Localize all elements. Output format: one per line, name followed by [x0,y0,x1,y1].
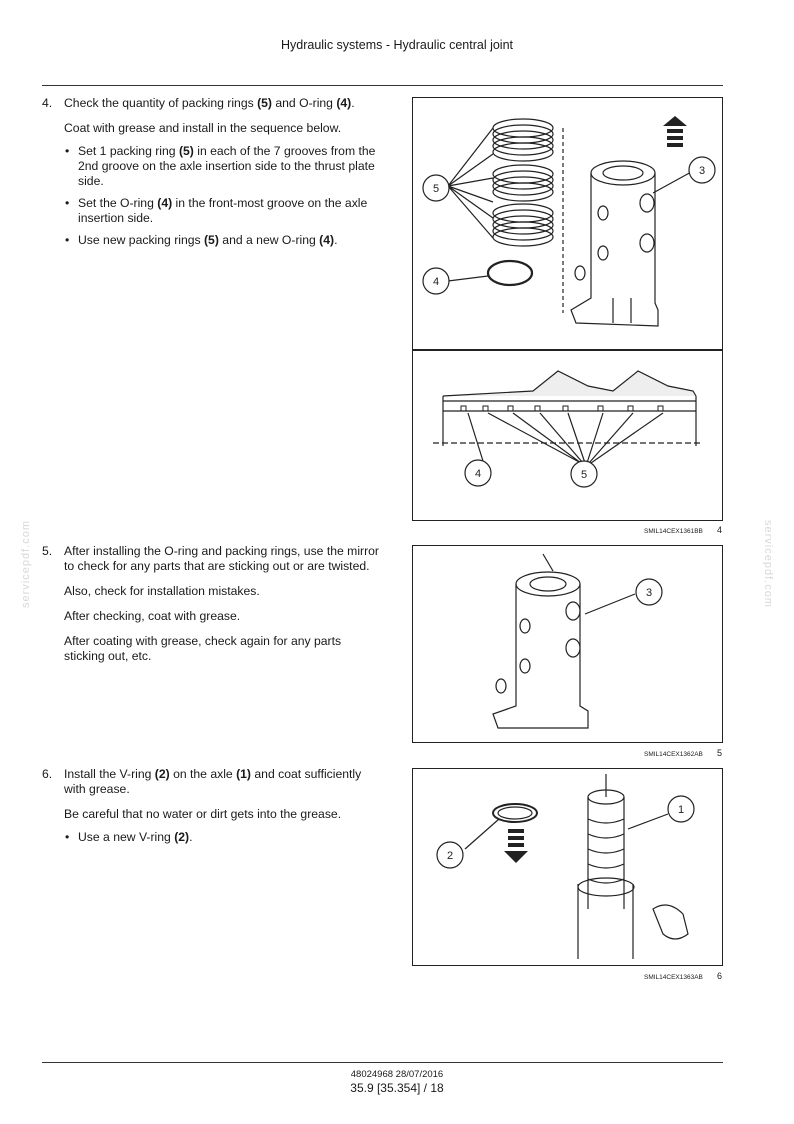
bullet-item [64,233,384,248]
text-run: and O-ring [271,96,337,110]
text-run: Set the O-ring [78,196,158,210]
callout-5: 5 [432,183,440,195]
figure-4-number: 4 [717,525,723,535]
figure-4-caption: SMIL14CEX1361BB [644,528,703,535]
text-run: Be careful that no water or dirt gets into the grease. [64,807,342,821]
page-number: 35.9 [35.354] / 18 [350,1081,444,1095]
step-5 [42,544,384,664]
step-number: 4. [42,96,53,110]
text-run: and coat sufficiently with grease. [64,767,362,796]
step-paragraph [64,609,384,624]
figure-4-exploded-view [412,97,723,350]
o-ring-illustration [488,261,532,285]
bullet-list [64,144,384,248]
step-paragraph [64,584,384,599]
text-run: . [351,96,355,110]
text-run: . [334,233,338,247]
figure-5-caption: SMIL14CEX1362AB [644,751,703,758]
central-joint-exploded-drawing [413,98,722,349]
step-paragraph [64,634,384,664]
step-number: 6. [42,767,53,781]
callout-4: 4 [432,276,440,288]
joint-body-illustration [563,128,658,326]
text-run: After installing the O-ring and packing rings, use the mirror to check for any parts that are sticking out or are twisted. [64,544,379,573]
up-direction-arrow-icon [663,116,687,147]
step-instruction [42,96,384,111]
callout-3: 3 [698,165,706,177]
text-run: After checking, coat with grease. [64,609,241,623]
callout-1: 1 [677,804,685,816]
text-run: Use new packing rings [78,233,204,247]
figure-4-section-view [412,350,723,521]
document-code-date: 48024968 28/07/2016 [350,1069,444,1080]
step-4 [42,96,384,255]
step-text [64,544,384,574]
footer-rule [42,1062,723,1063]
text-run: in each of the 7 grooves from the 2nd groove on the axle insertion side to the thrust plate side. [78,144,376,188]
reference-number: (5) [257,96,272,110]
text-run: and a new O-ring [218,233,320,247]
text-run: Also, check for installation mistakes. [64,584,260,598]
down-direction-arrow-icon [504,829,528,863]
callout-2: 2 [446,850,454,862]
central-joint-body-drawing [413,546,722,742]
watermark-right: servicepdf.com [762,520,774,608]
bullet-item [64,144,384,189]
reference-number: (4) [319,233,335,247]
callout-3-fig5: 3 [645,587,653,599]
step-6 [42,767,384,852]
header-rule [42,85,723,86]
reference-number: (2) [174,830,190,844]
figure-6-number: 6 [717,971,723,981]
packing-rings-illustration [493,119,553,246]
step-paragraph [64,807,384,822]
page-header-title: Hydraulic systems - Hydraulic central joint [280,38,513,52]
text-run: Install the V-ring [64,767,155,781]
text-run: Set 1 packing ring [78,144,179,158]
reference-number: (4) [157,196,173,210]
bullet-item [64,196,384,226]
text-run: . [189,830,193,844]
figure-6-v-ring-install-view [412,768,723,966]
reference-number: (5) [178,144,194,158]
step-number: 5. [42,544,53,558]
figure-6-caption: SMIL14CEX1363AB [644,974,703,981]
figure-5-number: 5 [717,748,723,758]
text-run: on the axle [169,767,237,781]
text-run: Use a new V-ring [78,830,175,844]
reference-number: (4) [336,96,352,110]
text-run: in the front-most groove on the axle insertion side. [78,196,368,225]
callout-5-section: 5 [580,469,588,481]
axle-v-ring-drawing [413,769,722,965]
bullet-list [64,830,384,845]
watermark-left: servicepdf.com [20,520,32,608]
step-instruction [42,544,384,574]
axle-illustration [588,774,624,909]
step-paragraph [64,121,384,136]
central-joint-section-drawing [413,351,722,520]
step-instruction [42,767,384,797]
text-run: Coat with grease and install in the sequence below. [64,121,342,135]
callout-4-section: 4 [474,468,482,480]
bullet-item [64,830,384,845]
step-text [64,767,384,797]
text-run: After coating with grease, check again for any parts sticking out, etc. [64,634,342,663]
text-run: Check the quantity of packing rings [64,96,258,110]
step-text [64,96,355,111]
reference-number: (1) [236,767,251,781]
reference-number: (5) [204,233,219,247]
reference-number: (2) [154,767,170,781]
figure-5-inspection-view [412,545,723,743]
